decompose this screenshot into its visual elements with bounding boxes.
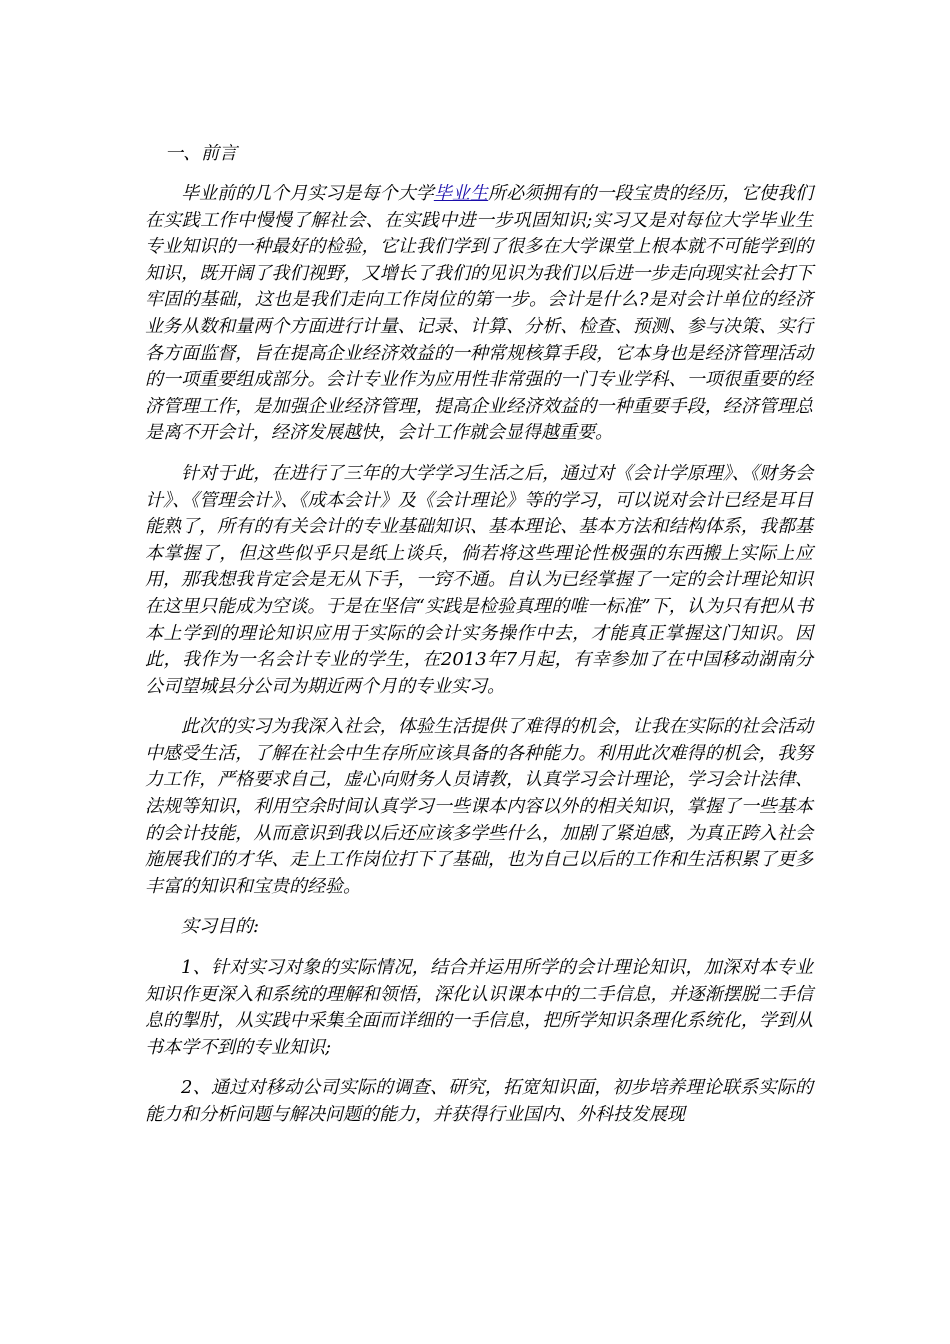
paragraph-intro-text-start: 毕业前的几个月实习是每个大学 — [181, 183, 434, 204]
purpose-item-1: 1、针对实习对象的实际情况，结合并运用所学的会计理论知识，加深对本专业知识作更深入和系统的理解和领悟，深化认识课本中的二手信息，并逐渐摆脱二手信息的掣肘，从实践中采集全面而详细的一手信息，把所学知识条理化系统化，学到从书本学不到的专业知识; — [145, 957, 813, 1058]
graduate-link[interactable]: 毕业生 — [433, 183, 489, 204]
paragraph-intro — [145, 181, 813, 447]
purpose-item-2: 2、通过对移动公司实际的调查、研究，拓宽知识面，初步培养理论联系实际的能力和分析问题与解决问题的能力，并获得行业国内、外科技发展现 — [145, 1077, 813, 1125]
paragraph-opportunity: 此次的实习为我深入社会，体验生活提供了难得的机会，让我在实际的社会活动中感受生活，了解在社会中生存所应该具备的各种能力。利用此次难得的机会，我努力工作，严格要求自己，虚心向财务人员请教，认真学习会计理论，学习会计法律、法规等知识，利用空余时间认真学习一些课本内容以外的相关知识，掌握了一些基本的会计技能，从而意识到我以后还应该多学些什么，加剧了紧迫感，为真正跨入社会施展我们的才华、走上工作岗位打下了基础，也为自己以后的工作和生活积累了更多丰富的知识和宝贵的经验。 — [145, 716, 813, 897]
paragraph-study: 针对于此，在进行了三年的大学学习生活之后，通过对《会计学原理》、《财务会计》、《管理会计》、《成本会计》及《会计理论》等的学习，可以说对会计已经是耳目能熟了，所有的有关会计的专业基础知识、基本理论、基本方法和结构体系，我都基本掌握了，但这些似乎只是纸上谈兵，倘若将这些理论性极强的东西搬上实际上应用，那我想我肯定会是无从下手，一窍不通。自认为已经掌握了一定的会计理论知识在这里只能成为空谈。于是在坚信“实践是检验真理的唯一标准”下，认为只有把从书本上学到的理论知识应用于实际的会计实务操作中去，才能真正掌握这门知识。因此，我作为一名会计专业的学生，在2013年7月起，有幸参加了在中国移动湖南分公司望城县分公司为期近两个月的专业实习。 — [145, 462, 813, 697]
section-heading: 一、前言 — [165, 143, 237, 164]
paragraph-intro-text-end: 所必须拥有的一段宝贵的经历，它使我们在实践工作中慢慢了解社会、在实践中进一步巩固知识;实习又是对每位大学毕业生专业知识的一种最好的检验，它让我们学到了很多在大学课堂上根本就不可能学到的知识，既开阔了我们视野，又增长了我们的见识为我们以后进一步走向现实社会打下牢固的基础，这也是我们走向工作岗位的第一步。会计是什么?是对会计单位的经济业务从数和量两个方面进行计量、记录、计算、分析、检查、预测、参与决策、实行各方面监督，旨在提高企业经济效益的一种常规核算手段，它本身也是经济管理活动的一项重要组成部分。会计专业作为应用性非常强的一门专业学科、一项很重要的经济管理工作，是加强企业经济管理，提高企业经济效益的一种重要手段，经济管理总是离不开会计，经济发展越快，会计工作就会显得越重要。 — [145, 183, 814, 444]
document-page — [145, 141, 813, 1143]
paragraph-purpose-title: 实习目的: — [181, 916, 260, 938]
